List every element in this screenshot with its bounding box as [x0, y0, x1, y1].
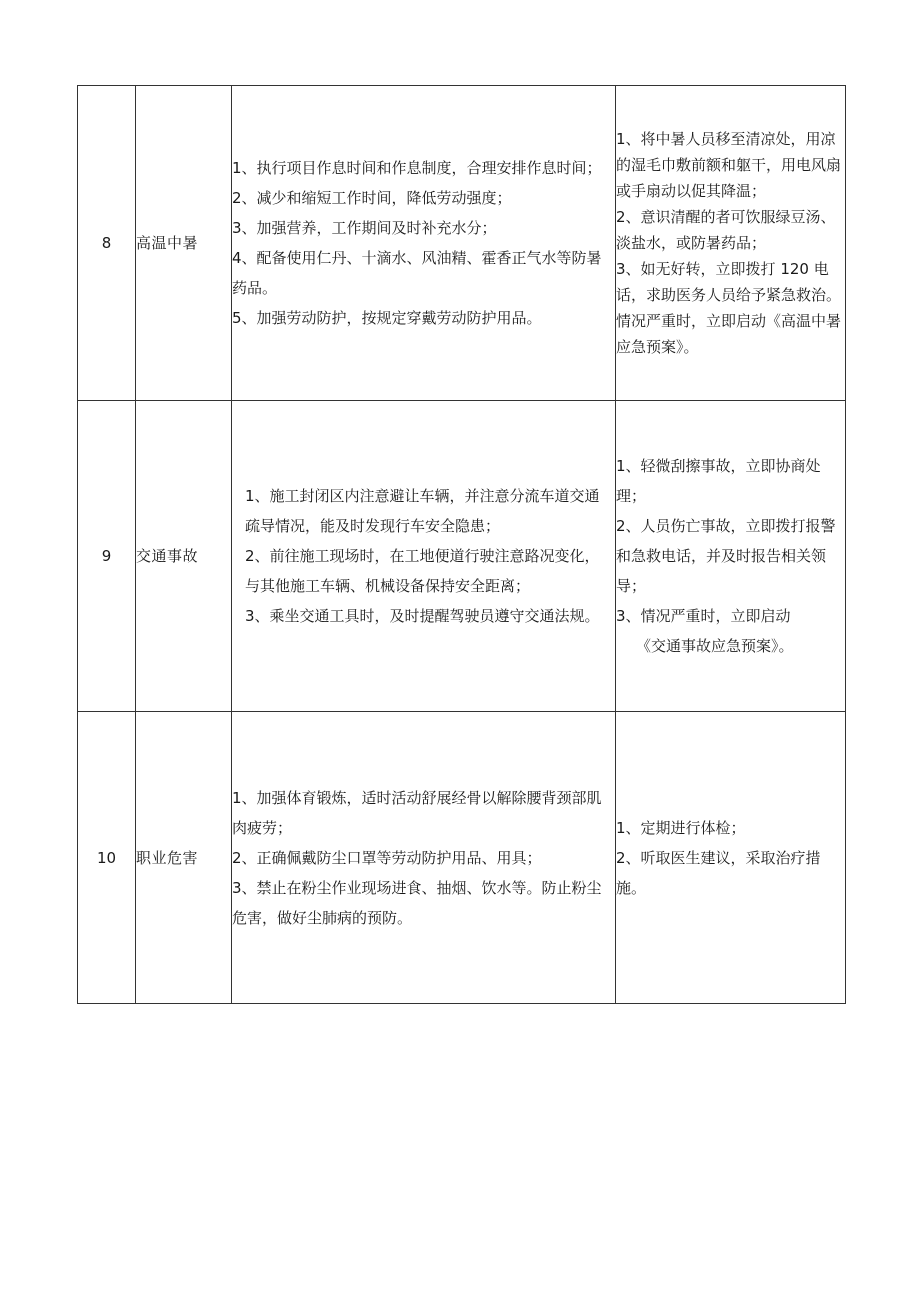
measure-item: 2、减少和缩短工作时间，降低劳动强度； — [232, 189, 512, 207]
prevention-measures — [232, 712, 616, 1004]
response-item: 1、定期进行体检； — [616, 818, 746, 837]
measure-item: 1、施工封闭区内注意避让车辆，并注意分流车道交通疏导情况，能及时发现行车安全隐患； — [245, 487, 600, 535]
hazard-name: 职业危害 — [136, 712, 232, 1004]
row-number: 10 — [78, 712, 136, 1004]
response-item: 3、情况严重时，立即启动 — [616, 607, 791, 625]
prevention-measures — [232, 401, 616, 712]
row-number: 9 — [78, 401, 136, 712]
response-item: 2、意识清醒的者可饮服绿豆汤、淡盐水，或防暑药品； — [616, 208, 836, 252]
measure-item: 4、配备使用仁丹、十滴水、风油精、霍香正气水等防暑药品。 — [232, 249, 602, 297]
measure-item: 2、正确佩戴防尘口罩等劳动防护用品、用具； — [232, 848, 542, 867]
table-row — [78, 401, 846, 712]
measure-item: 1、加强体育锻炼，适时活动舒展经骨以解除腰背颈部肌肉疲劳； — [232, 788, 602, 837]
measure-item: 3、加强营养，工作期间及时补充水分； — [232, 219, 497, 237]
response-item: 1、轻微刮擦事故，立即协商处理； — [616, 457, 821, 505]
hazard-table — [77, 85, 846, 1004]
response-item: 3、如无好转，立即拨打 120 电话，求助医务人员给予紧急救治。情况严重时，立即启动《高温中暑应急预案》。 — [616, 260, 842, 356]
table-row — [78, 712, 846, 1004]
response-item: 2、人员伤亡事故，立即拨打报警和急救电话，并及时报告相关领导； — [616, 517, 836, 595]
hazard-name: 交通事故 — [136, 401, 232, 712]
response-item: 2、听取医生建议，采取治疗措施。 — [616, 848, 821, 897]
table-row — [78, 86, 846, 401]
prevention-measures — [232, 86, 616, 401]
response-item: 《交通事故应急预案》。 — [636, 637, 794, 655]
response-item: 1、将中暑人员移至清凉处，用凉的湿毛巾敷前额和躯干，用电风扇或手扇动以促其降温； — [616, 130, 842, 200]
measure-item: 5、加强劳动防护，按规定穿戴劳动防护用品。 — [232, 309, 542, 327]
measure-item: 1、执行项目作息时间和作息制度，合理安排作息时间； — [232, 159, 602, 177]
emergency-response — [616, 86, 846, 401]
row-number: 8 — [78, 86, 136, 401]
emergency-response — [616, 401, 846, 712]
hazard-name: 高温中暑 — [136, 86, 232, 401]
emergency-response — [616, 712, 846, 1004]
measure-item: 3、禁止在粉尘作业现场进食、抽烟、饮水等。防止粉尘危害，做好尘肺病的预防。 — [232, 878, 602, 927]
measure-item: 3、乘坐交通工具时，及时提醒驾驶员遵守交通法规。 — [245, 607, 600, 625]
measure-item: 2、前往施工现场时，在工地便道行驶注意路况变化，与其他施工车辆、机械设备保持安全距离； — [245, 547, 600, 595]
